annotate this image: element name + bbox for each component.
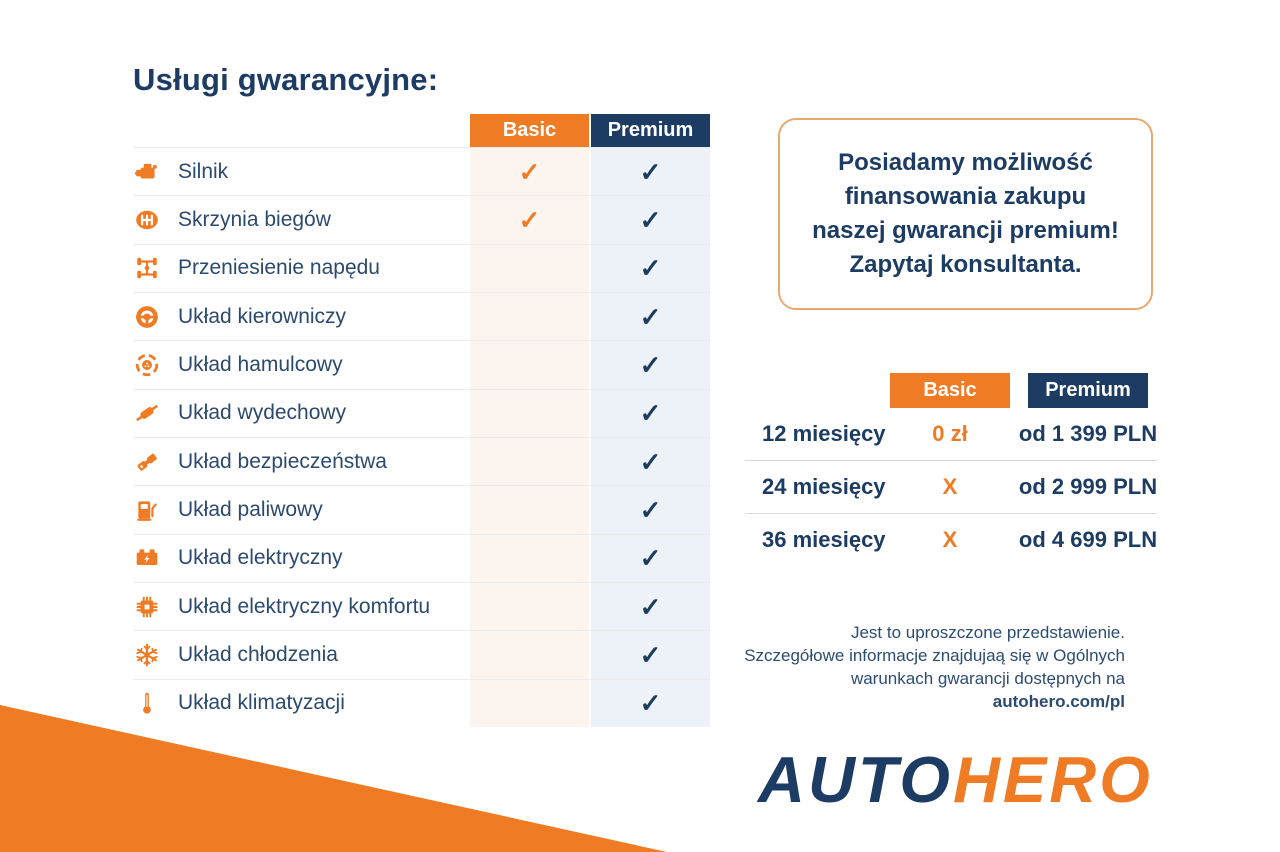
service-label: Przeniesienie napędu xyxy=(178,256,380,280)
pricing-header-basic: Basic xyxy=(890,373,1010,408)
disclaimer-line1: Jest to uproszczone przedstawienie. xyxy=(850,623,1125,642)
premium-check-cell xyxy=(591,494,710,525)
table-row xyxy=(133,292,710,340)
pricing-period: 12 miesięcy xyxy=(762,421,886,446)
pricing-premium-value: od 4 699 PLN xyxy=(1018,527,1158,552)
financing-note-box xyxy=(778,118,1153,310)
service-label: Skrzynia biegów xyxy=(178,207,331,231)
premium-check-cell xyxy=(591,349,710,380)
pricing-rows xyxy=(745,408,1157,566)
service-label: Układ kierowniczy xyxy=(178,304,347,328)
check-icon: ✓ xyxy=(639,253,662,284)
chip-icon xyxy=(133,594,161,620)
table-row xyxy=(133,244,710,292)
disclaimer xyxy=(740,621,1125,713)
pricing-period: 24 miesięcy xyxy=(762,474,886,499)
premium-check-cell xyxy=(591,253,710,284)
pricing-row xyxy=(745,408,1157,460)
premium-check-cell xyxy=(591,639,710,670)
table-row xyxy=(133,679,710,727)
table-row xyxy=(133,534,710,582)
engine-icon xyxy=(133,159,161,185)
check-icon: ✓ xyxy=(639,398,662,429)
premium-check-cell xyxy=(591,688,710,719)
pricing-basic-value: X xyxy=(942,527,958,552)
logo-hero: HERO xyxy=(952,743,1153,816)
autohero-logo xyxy=(758,742,1153,817)
basic-check-cell xyxy=(470,156,589,187)
disclaimer-url: autohero.com/pl xyxy=(992,692,1125,711)
service-label: Układ chłodzenia xyxy=(178,642,338,666)
financing-note-line: Zapytaj konsultanta. xyxy=(849,251,1082,278)
premium-check-cell xyxy=(591,301,710,332)
snowflake-icon xyxy=(133,642,161,668)
financing-note-line: Posiadamy możliwość xyxy=(838,149,1093,176)
pricing-row xyxy=(745,460,1157,513)
service-label: Układ elektryczny komfortu xyxy=(178,594,431,618)
financing-note-line: naszej gwarancji premium! xyxy=(812,217,1119,244)
check-icon: ✓ xyxy=(639,446,662,477)
pricing-table xyxy=(745,373,1157,566)
steering-wheel-icon xyxy=(133,304,161,330)
premium-check-cell xyxy=(591,398,710,429)
warranty-table-header xyxy=(133,114,710,147)
service-label: Układ klimatyzacji xyxy=(178,691,345,715)
table-row xyxy=(133,147,710,195)
check-icon: ✓ xyxy=(639,639,662,670)
logo-auto: AUTO xyxy=(758,743,953,816)
drivetrain-icon xyxy=(133,255,161,281)
pricing-header-premium: Premium xyxy=(1028,373,1148,408)
service-label: Układ wydechowy xyxy=(178,401,347,425)
service-label: Układ elektryczny xyxy=(178,546,343,570)
pricing-basic-value: 0 zł xyxy=(932,421,968,446)
check-icon: ✓ xyxy=(518,156,541,187)
premium-check-cell xyxy=(591,156,710,187)
financing-note-line: finansowania zakupu xyxy=(844,183,1087,210)
service-label: Układ hamulcowy xyxy=(178,352,343,376)
seatbelt-icon xyxy=(133,449,161,475)
premium-check-cell xyxy=(591,204,710,235)
disclaimer-line2: Szczegółowe informacje znajdujaą się w Ogólnych xyxy=(744,646,1125,665)
disclaimer-line3: warunkach gwarancji dostępnych na xyxy=(850,669,1125,688)
table-row xyxy=(133,437,710,485)
fuel-pump-icon xyxy=(133,497,161,523)
warranty-table xyxy=(133,114,710,727)
brake-disc-icon xyxy=(133,352,161,378)
exhaust-icon xyxy=(133,400,161,426)
column-header-basic: Basic xyxy=(470,114,589,147)
column-header-premium: Premium xyxy=(591,114,710,147)
thermometer-icon xyxy=(133,690,161,716)
table-row xyxy=(133,582,710,630)
table-row xyxy=(133,195,710,243)
pricing-premium-value: od 1 399 PLN xyxy=(1018,421,1158,446)
check-icon: ✓ xyxy=(639,543,662,574)
premium-check-cell xyxy=(591,591,710,622)
basic-check-cell xyxy=(470,204,589,235)
pricing-basic-value: X xyxy=(942,474,958,499)
warranty-rows xyxy=(133,147,710,727)
table-row xyxy=(133,340,710,388)
table-row xyxy=(133,389,710,437)
premium-check-cell xyxy=(591,446,710,477)
gearbox-icon xyxy=(133,207,161,233)
pricing-period: 36 miesięcy xyxy=(762,527,886,552)
service-label: Silnik xyxy=(178,159,229,183)
table-row xyxy=(133,630,710,678)
check-icon: ✓ xyxy=(639,494,662,525)
check-icon: ✓ xyxy=(639,688,662,719)
check-icon: ✓ xyxy=(639,301,662,332)
pricing-row xyxy=(745,513,1157,566)
check-icon: ✓ xyxy=(639,591,662,622)
page-title: Usługi gwarancyjne: xyxy=(133,62,439,97)
check-icon: ✓ xyxy=(639,349,662,380)
check-icon: ✓ xyxy=(639,204,662,235)
check-icon: ✓ xyxy=(639,156,662,187)
check-icon: ✓ xyxy=(518,204,541,235)
pricing-premium-value: od 2 999 PLN xyxy=(1018,474,1158,499)
pricing-table-header xyxy=(745,373,1157,408)
premium-check-cell xyxy=(591,543,710,574)
battery-icon xyxy=(133,545,161,571)
service-label: Układ paliwowy xyxy=(178,497,323,521)
service-label: Układ bezpieczeństwa xyxy=(178,449,387,473)
table-row xyxy=(133,485,710,533)
